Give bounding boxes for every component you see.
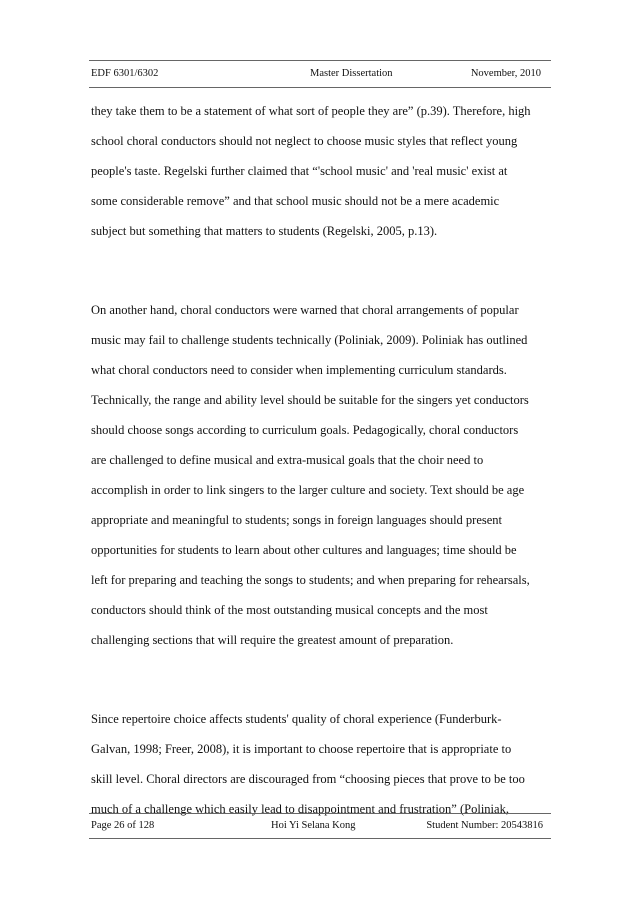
- text-line: appropriate and meaningful to students; songs in foreign languages should present: [91, 513, 503, 527]
- text-line: opportunities for students to learn about other cultures and languages; time should be: [91, 543, 517, 557]
- paragraph: [91, 96, 561, 246]
- text-line: they take them to be a statement of what sort of people they are” (p.39). Therefore, high: [91, 104, 531, 118]
- header-course: EDF 6301/6302: [91, 68, 159, 79]
- footer-page-number: Page 26 of 128: [91, 820, 155, 831]
- footer-author: Hoi Yi Selana Kong: [271, 820, 356, 831]
- text-line: Technically, the range and ability level should be suitable for the singers yet conductors: [91, 393, 529, 407]
- text-line: should choose songs according to curriculum goals. Pedagogically, choral conductors: [91, 423, 519, 437]
- text-line: people's taste. Regelski further claimed that “'school music' and 'real music' exist at: [91, 164, 508, 178]
- text-line: On another hand, choral conductors were warned that choral arrangements of popular: [91, 303, 519, 317]
- paragraph: [91, 704, 561, 824]
- header-date: November, 2010: [470, 68, 541, 79]
- text-line: subject but something that matters to students (Regelski, 2005, p.13).: [91, 224, 438, 238]
- body-text: [91, 96, 561, 824]
- text-line: Galvan, 1998; Freer, 2008), it is important to choose repertoire that is appropriate to: [91, 742, 512, 756]
- text-line: Since repertoire choice affects students' quality of choral experience (Funderburk-: [91, 712, 502, 726]
- text-line: music may fail to challenge students technically (Poliniak, 2009). Poliniak has outlined: [91, 333, 528, 347]
- text-line: accomplish in order to link singers to the larger culture and society. Text should be age: [91, 483, 525, 497]
- text-line: what choral conductors need to consider when implementing curriculum standards.: [91, 363, 507, 377]
- page-header: [89, 60, 551, 88]
- page-footer: [89, 813, 551, 839]
- header-doc-type: Master Dissertation: [310, 68, 393, 79]
- text-line: conductors should think of the most outstanding musical concepts and the most: [91, 603, 488, 617]
- text-line: school choral conductors should not neglect to choose music styles that reflect young: [91, 134, 518, 148]
- text-line: are challenged to define musical and extra-musical goals that the choir need to: [91, 453, 484, 467]
- text-line: challenging sections that will require the greatest amount of preparation.: [91, 633, 454, 647]
- text-line: some considerable remove” and that school music should not be a mere academic: [91, 194, 500, 208]
- text-line: skill level. Choral directors are discouraged from “choosing pieces that prove to be too: [91, 772, 525, 786]
- paragraph: [91, 295, 561, 655]
- text-line: left for preparing and teaching the songs to students; and when preparing for rehearsals,: [91, 573, 530, 587]
- footer-student-number: Student Number: 20543816: [426, 820, 543, 831]
- text-line: much of a challenge which easily lead to disappointment and frustration” (Poliniak,: [91, 802, 509, 816]
